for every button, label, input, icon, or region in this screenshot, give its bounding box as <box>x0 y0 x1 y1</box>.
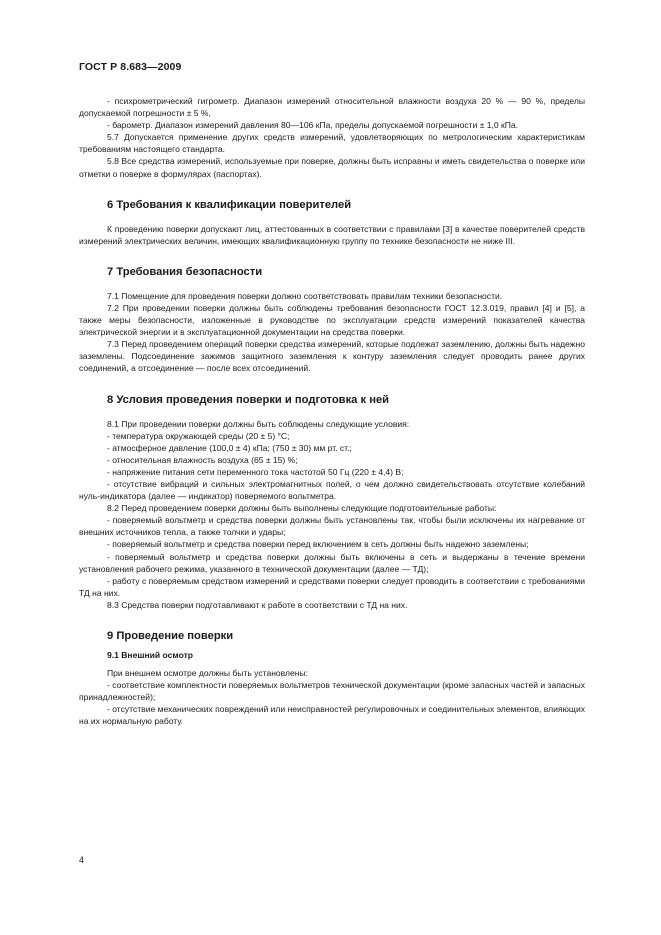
list-item: - работу с поверяемым средством измерений и средствами поверки следует проводить в соответствии с требованиями ТД на них. <box>79 575 585 598</box>
list-item: - напряжение питания сети переменного тока частотой 50 Гц (220 ± 4,4) В; <box>107 466 404 477</box>
section-6-heading: 6 Требования к квалификации поверителей <box>107 198 352 211</box>
list-item: - поверяемый вольтметр и средства поверки перед включением в сеть должны быть надежно заземлены; <box>107 539 529 550</box>
paragraph: 8.2 Перед проведением поверки должны быть выполнены следующие подготовительные работы: <box>107 503 497 514</box>
page-content <box>79 95 585 728</box>
subsection-9-1-heading: 9.1 Внешний осмотр <box>107 650 193 660</box>
list-item: - отсутствие вибраций и сильных электромагнитных полей, о чем должно свидетельствовать отсутствие колебаний нуль-индикатора (далее — индикатор) поверяемого вольтметра. <box>79 478 585 502</box>
list-item: - соответствие комплектности поверяемых вольтметров технической документации (кроме запасных частей и запасных принадлежностей); <box>79 680 585 703</box>
paragraph: 8.1 При проведении поверки должны быть соблюдены следующие условия: <box>107 418 410 429</box>
paragraph: 8.3 Средства поверки подготавливают к работе в соответствии с ТД на них. <box>107 599 408 610</box>
paragraph: 7.2 При проведении поверки должны быть соблюдены требования безопасности ГОСТ 12.3.019, правил [4] и [5], а также меры безопасности, изложенные в руководстве по эксплуатации средств измерений показателей качества электрической энергии и в эксплуатационной документации на средства поверки. <box>79 302 585 338</box>
paragraph: - психрометрический гигрометр. Диапазон измерений относительной влажности воздуха 20 % — 90 %, пределы допускаемой погрешности ± 5 %, <box>79 96 585 119</box>
list-item: - отсутствие механических повреждений или неисправностей регулировочных и соединительных элементов, влияющих на их нормальную работу. <box>79 704 585 727</box>
paragraph: 5.7 Допускается применение других средств измерений, удовлетворяющих по метрологическим характеристикам требованиям настоящего стандарта. <box>79 132 585 155</box>
paragraph: К проведению поверки допускают лиц, аттестованных в соответствии с правилами [3] в качестве поверителей средств измерений электрических величин, имеющих квалификационную группу по технике безопасности не ниже III. <box>79 223 585 246</box>
list-item: - температура окружающей среды (20 ± 5) °С; <box>107 430 290 441</box>
list-item: - относительная влажность воздуха (65 ± 15) %; <box>107 454 298 465</box>
list-item: - поверяемый вольтметр и средства поверки должны быть установлены так, чтобы были исключены их нагревание от внешних источников тепла, а также толчки и удары; <box>79 515 585 538</box>
paragraph: При внешнем осмотре должны быть установлены: <box>107 668 308 679</box>
section-9-heading: 9 Проведение поверки <box>107 630 234 642</box>
document-header: ГОСТ Р 8.683—2009 <box>79 61 182 73</box>
section-7-heading: 7 Требования безопасности <box>107 265 263 278</box>
paragraph: - барометр. Диапазон измерений давления 80—106 кПа, пределы допускаемой погрешности ± 1,0 кПа. <box>107 120 519 131</box>
paragraph: 7.3 Перед проведением операций поверки средства измерений, которые подлежат заземлению, должны быть надежно заземлены. Подсоединение зажимов защитного заземления к контуру заземления следует проводить ранее других соединений, а отсоединение — после всех отсоединений. <box>79 339 585 374</box>
list-item: - поверяемый вольтметр и средства поверки должны быть включены в сеть и выдержаны в течение времени установления рабочего режима, указанного в технической документации (далее — ТД); <box>79 551 585 574</box>
paragraph: 7.1 Помещение для проведения поверки должно соответствовать правилам техники безопасности. <box>107 290 503 301</box>
paragraph: 5.8 Все средства измерений, используемые при поверке, должны быть исправны и иметь свидетельства о поверке или отметки о поверке в формулярах (паспортах). <box>79 156 585 179</box>
section-8-heading: 8 Условия проведения поверки и подготовка к ней <box>107 393 390 406</box>
list-item: - атмосферное давление (100,0 ± 4) кПа; (750 ± 30) мм рт. ст.; <box>107 442 352 453</box>
page-number: 4 <box>79 855 85 865</box>
